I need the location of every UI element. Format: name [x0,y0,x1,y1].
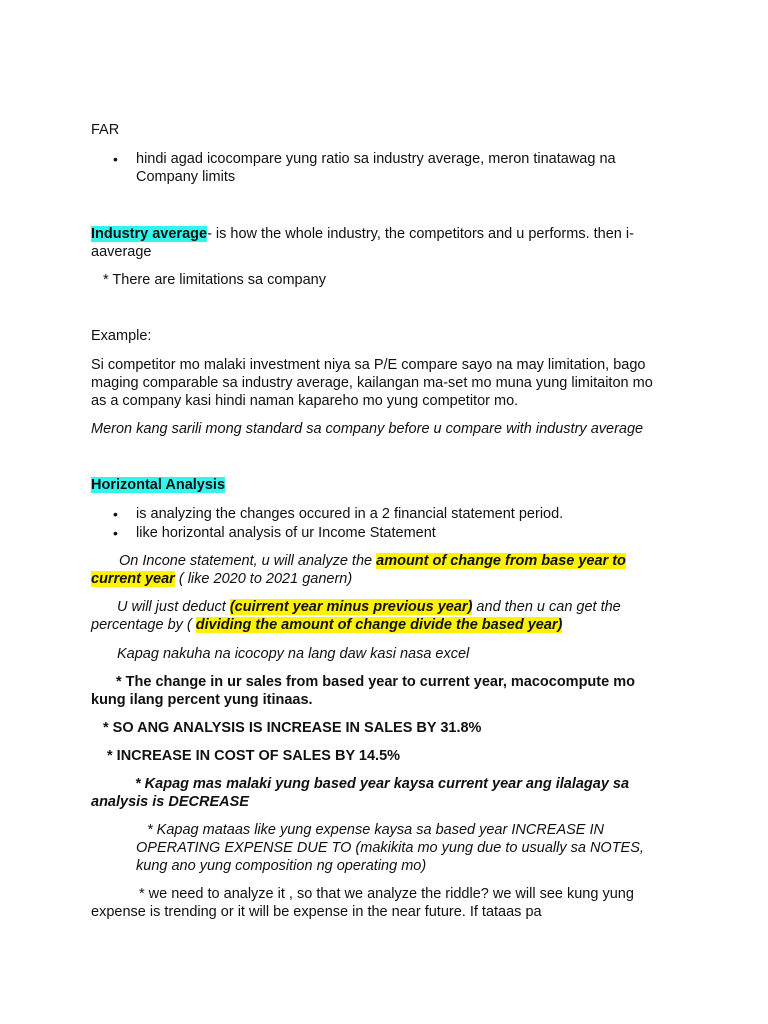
example-label: Example: [91,328,152,344]
limitations-note: * There are limitations sa company [103,272,326,288]
industry-average-definition: aaverage [91,244,152,260]
expense-note: * Kapag mataas like yung expense kaysa sa based year INCREASE IN [147,822,604,838]
expense-note: OPERATING EXPENSE DUE TO (makikita mo yung due to usually sa NOTES, [136,840,644,856]
riddle-note: expense is trending or it will be expense in the near future. If tataas pa [91,904,542,920]
text-run: On Incone statement, u will analyze the [119,553,377,569]
bullet-dot: • [113,506,118,522]
change-note: * The change in ur sales from based year to current year, macocompute mo [116,674,635,690]
sales-increase: * SO ANG ANALYSIS IS INCREASE IN SALES BY 31.8% [103,720,482,736]
bullet-dot: • [113,151,118,167]
riddle-note: * we need to analyze it , so that we analyze the riddle? we will see kung yung [139,886,634,902]
industry-average-term: Industry average [91,226,208,242]
highlight: current year [91,571,175,587]
text-run: * [135,776,145,792]
cost-increase: * INCREASE IN COST OF SALES BY 14.5% [107,748,401,764]
bullet-text: is analyzing the changes occured in a 2 financial statement period. [136,506,564,522]
example-text: as a company kasi hindi naman kapareho mo yung competitor mo. [91,393,519,409]
income-statement-line [91,570,352,588]
industry-average-definition: - is how the whole industry, the competitors and u performs. then i- [207,226,634,242]
text-run: U will just deduct [117,599,230,615]
text-run: percentage by ( [91,617,196,633]
deduct-line [117,598,621,616]
percentage-line [91,616,562,634]
horizontal-analysis-term: Horizontal Analysis [91,477,226,493]
copy-note: Kapag nakuha na icocopy na lang daw kasi nasa excel [117,646,470,662]
text-run: Kapag mas malaki yung based year kaysa current year ang ilalagay sa [144,776,630,792]
change-note: kung ilang percent yung itinaas. [91,692,313,708]
bullet-dot: • [113,525,118,541]
heading: FAR [91,122,120,138]
highlight: amount of change from base year to [376,553,626,569]
bullet-text: hindi agad icocompare yung ratio sa industry average, meron tinatawag na [136,151,616,167]
example-text: maging comparable sa industry average, kailangan ma-set mo muna yung limitaiton mo [91,375,653,391]
decrease-note: analysis is DECREASE [91,794,249,810]
standard-note: Meron kang sarili mong standard sa company before u compare with industry average [91,421,644,437]
bullet-text: like horizontal analysis of ur Income Statement [136,525,436,541]
industry-average-line [91,225,634,243]
highlight: (cuirrent year minus previous year) [229,599,473,615]
decrease-note [135,775,629,793]
expense-note: kung ano yung composition ng operating mo) [136,858,427,874]
text-run: ( like 2020 to 2021 ganern) [174,571,353,587]
text-run: and then u can get the [472,599,621,615]
bullet-text: Company limits [136,169,236,185]
example-text: Si competitor mo malaki investment niya sa P/E compare sayo na may limitation, bago [91,357,646,373]
income-statement-line [119,552,626,570]
highlight: dividing the amount of change divide the based year) [195,617,563,633]
horizontal-analysis-title [91,476,225,494]
